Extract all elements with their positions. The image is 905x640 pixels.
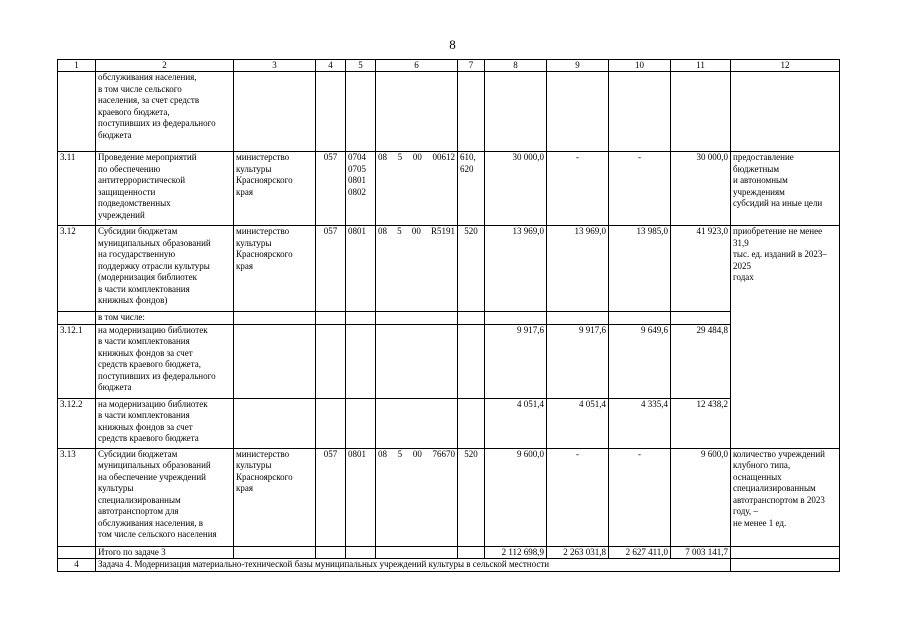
row-vr [458,72,485,152]
row-vr: 520 [458,448,485,546]
header-cell: 9 [547,60,609,72]
page-number: 8 [449,37,456,52]
table-row [58,226,840,312]
table-row [58,152,840,226]
row-vr: 610, 620 [458,152,485,226]
row-2024 [547,72,609,152]
row-number: 3.11 [58,152,96,226]
row-csr [376,312,458,325]
row-result: приобретение не менее 31,9 тыс. ед. изданий в 2023–2025 годах [731,226,840,449]
table-row-task [58,559,840,572]
row-2023: 9 600,0 [485,448,547,546]
header-cell: 11 [671,60,731,72]
row-rzpr [346,72,376,152]
row-2023: 2 112 698,9 [485,546,547,559]
row-name: Субсидии бюджетам муниципальных образований на государственную поддержку отрасли культуры (модернизация библиотек в части комплектования книжных фондов) [96,226,234,312]
header-cell: 3 [234,60,316,72]
row-2024: 13 969,0 [547,226,609,312]
row-result: предоставление бюджетным и автономным учреждениям субсидий на иные цели [731,152,840,226]
csr-part: 00 [412,152,422,162]
row-2024: 4 051,4 [547,398,609,448]
row-2023: 9 917,6 [485,324,547,398]
table-row [58,72,840,152]
row-rzpr [346,324,376,398]
row-total: 7 003 141,7 [671,546,731,559]
row-rzpr: 0801 [346,226,376,312]
row-2024 [547,312,609,325]
row-2025: 4 335,4 [609,398,671,448]
budget-table [57,59,840,572]
row-rzpr [346,398,376,448]
row-name: обслуживания населения, в том числе сельского населения, за счет средств краевого бюджета, поступивших из федерального бюджета [96,72,234,152]
csr-part: 00 [412,448,422,459]
row-result [731,546,840,559]
row-2023: 13 969,0 [485,226,547,312]
task-title: Задача 4. Модернизация материально-технической базы муниципальных учреждений культуры в сельской местности [96,559,731,572]
row-grbs: 057 [316,152,346,226]
csr-part: 00 [411,226,421,236]
row-number: 3.12.1 [58,324,96,398]
table-row-total [58,546,840,559]
row-2025 [609,72,671,152]
row-name: Проведение мероприятий по обеспечению антитеррористической защищенности подведомственных учреждений [96,152,234,226]
row-2025: 2 627 411,0 [609,546,671,559]
row-vr [458,398,485,448]
row-name: на модернизацию библиотек в части комплектования книжных фондов за счет средств краевого бюджета [96,398,234,448]
row-csr [376,448,458,546]
row-agency [234,324,316,398]
row-2024: - [547,152,609,226]
row-result: количество учреждений клубного типа, оснащенных специализированным автотранспортом в 2023 году, – не менее 1 ед. [731,448,840,546]
csr-part: 76670 [432,448,455,459]
row-number: 3.12.2 [58,398,96,448]
row-name: Итого по задаче 3 [96,546,234,559]
header-cell: 6 [376,60,458,72]
row-grbs [316,398,346,448]
header-cell: 10 [609,60,671,72]
row-agency [234,72,316,152]
row-grbs [316,546,346,559]
row-agency: министерство культуры Красноярского края [234,226,316,312]
header-cell: 1 [58,60,96,72]
row-total: 12 438,2 [671,398,731,448]
header-cell: 7 [458,60,485,72]
header-cell: 2 [96,60,234,72]
row-2023 [485,72,547,152]
row-grbs [316,72,346,152]
row-2025: - [609,152,671,226]
csr-part: 5 [397,226,402,236]
row-2025: 9 649,6 [609,324,671,398]
row-grbs: 057 [316,448,346,546]
header-cell: 8 [485,60,547,72]
row-total: 41 923,0 [671,226,731,312]
row-2024: - [547,448,609,546]
row-rzpr [346,546,376,559]
table-row [58,312,840,325]
row-grbs [316,312,346,325]
row-number [58,72,96,152]
row-csr [376,398,458,448]
row-2023 [485,312,547,325]
row-name: на модернизацию библиотек в части комплектования книжных фондов за счет средств краевого бюджета, поступивших из федерального бюджета [96,324,234,398]
row-agency [234,398,316,448]
row-total: 29 484,8 [671,324,731,398]
row-name: в том числе: [96,312,234,325]
row-2023: 4 051,4 [485,398,547,448]
row-vr [458,324,485,398]
row-2025: - [609,448,671,546]
row-number: 3.12 [58,226,96,312]
csr-part: 08 [378,226,387,236]
table-row [58,324,840,398]
row-csr [376,226,458,312]
row-total: 9 600,0 [671,448,731,546]
row-number [58,312,96,325]
row-2025 [609,312,671,325]
row-grbs: 057 [316,226,346,312]
row-2024: 9 917,6 [547,324,609,398]
row-agency: министерство культуры Красноярского края [234,152,316,226]
csr-part: 5 [397,152,403,162]
row-vr [458,546,485,559]
csr-part: 08 [378,448,387,459]
row-number: 4 [58,559,96,572]
table-row [58,448,840,546]
header-cell: 5 [346,60,376,72]
row-result [731,559,840,572]
header-cell: 12 [731,60,840,72]
row-csr [376,546,458,559]
row-csr [376,72,458,152]
row-csr [376,152,458,226]
csr-part: 5 [397,448,403,459]
row-rzpr [346,312,376,325]
row-agency: министерство культуры Красноярского края [234,448,316,546]
row-csr [376,324,458,398]
row-2023: 30 000,0 [485,152,547,226]
row-result [731,72,840,152]
row-total [671,312,731,325]
header-row [58,60,840,72]
row-rzpr: 0704 0705 0801 0802 [346,152,376,226]
row-total: 30 000,0 [671,152,731,226]
row-2025: 13 985,0 [609,226,671,312]
row-number [58,546,96,559]
csr-part: R5191 [430,226,455,236]
row-number: 3.13 [58,448,96,546]
row-rzpr: 0801 [346,448,376,546]
header-cell: 4 [316,60,346,72]
row-agency [234,546,316,559]
row-2024: 2 263 031,8 [547,546,609,559]
csr-part: 00612 [432,152,455,162]
csr-part: 08 [378,152,387,162]
row-vr [458,312,485,325]
row-total [671,72,731,152]
row-grbs [316,324,346,398]
row-vr: 520 [458,226,485,312]
table-row [58,398,840,448]
row-name: Субсидии бюджетам муниципальных образований на обеспечение учреждений культуры специализированным автотранспортом для обслуживания населения, в том числе сельского населения [96,448,234,546]
row-agency [234,312,316,325]
